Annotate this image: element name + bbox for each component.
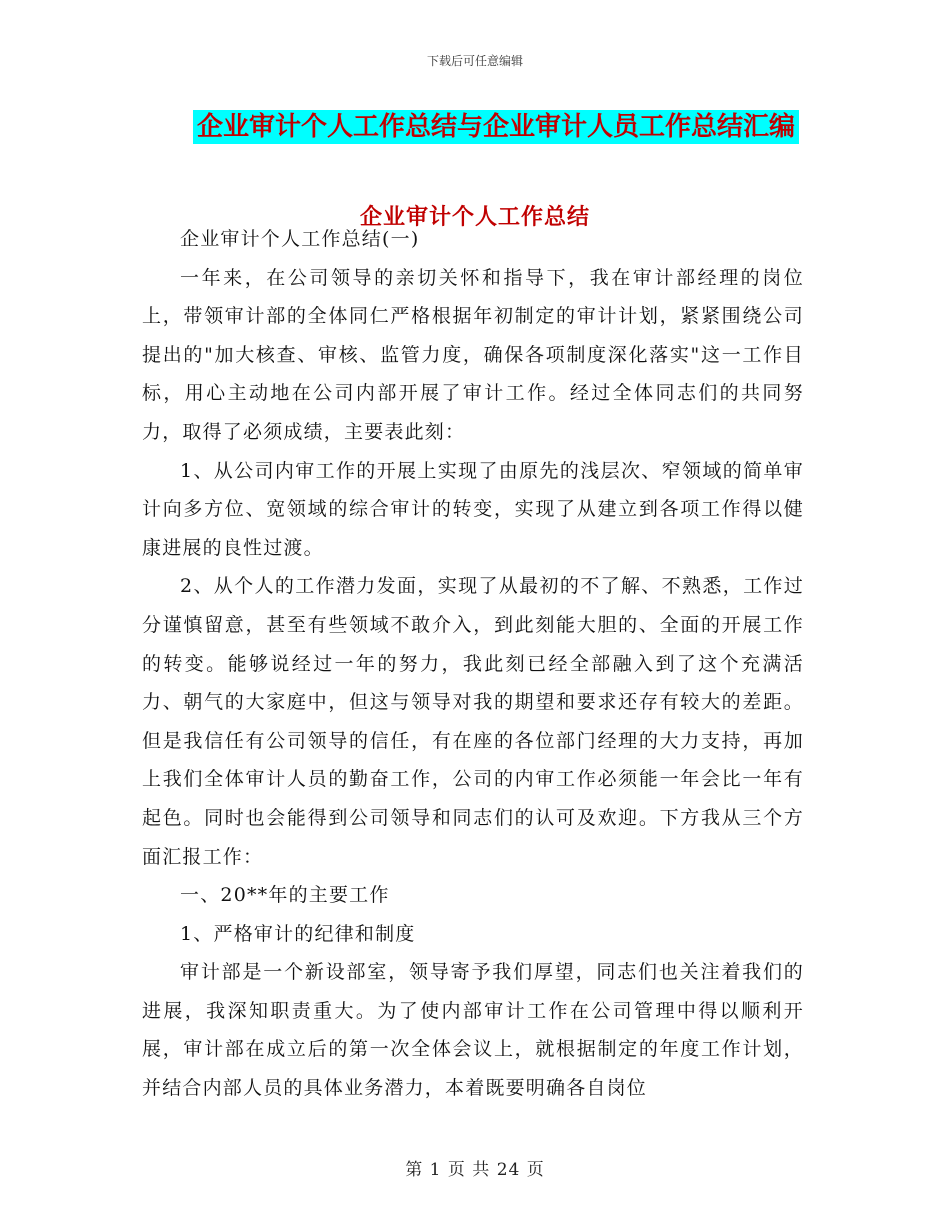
section-title: 企业审计个人工作总结: [359, 205, 590, 230]
body-paragraph: 1、从公司内审工作的开展上实现了由原先的浅层次、窄领域的简单审计向多方位、宽领域的综合审计的转变，实现了从建立到各项工作得以健康进展的良性过渡。: [142, 459, 804, 559]
document-body: [142, 220, 804, 1108]
body-paragraph: 一、20**年的主要工作: [180, 884, 390, 907]
body-paragraph: 2、从个人的工作潜力发面，实现了从最初的不了解、不熟悉，工作过分谨慎留意，甚至有些领域不敢介入，到此刻能大胆的、全面的开展工作的转变。能够说经过一年的努力，我此刻已经全部融入到了这个充满活力、朝气的大家庭中，但这与领导对我的期望和要求还存有较大的差距。但是我信任有公司领导的信任，有在座的各位部门经理的大力支持，再加上我们全体审计人员的勤奋工作，公司的内审工作必须能一年会比一年有起色。同时也会能得到公司领导和同志们的认可及欢迎。下方我从三个方面汇报工作：: [142, 575, 804, 868]
body-paragraph: 一年来，在公司领导的亲切关怀和指导下，我在审计部经理的岗位上，带领审计部的全体同仁严格根据年初制定的审计计划，紧紧围绕公司提出的"加大核查、审核、监管力度，确保各项制度深化落实"这一工作目标，用心主动地在公司内部开展了审计工作。经过全体同志们的共同努力，取得了必须成绩，主要表此刻：: [142, 266, 804, 443]
page-header-note: 下载后可任意编辑: [426, 54, 523, 68]
body-paragraph: 企业审计个人工作总结(一): [180, 228, 420, 250]
body-paragraph: 1、严格审计的纪律和制度: [180, 922, 416, 945]
body-paragraph: 审计部是一个新设部室，领导寄予我们厚望，同志们也关注着我们的进展，我深知职责重大。为了使内部审计工作在公司管理中得以顺利开展，审计部在成立后的第一次全体会议上，就根据制定的年度工作计划，并结合内部人员的具体业务潜力，本着既要明确各自岗位: [142, 961, 804, 1100]
page-number-footer: 第 1 页 共 24 页: [405, 1160, 545, 1180]
document-main-title: 企业审计个人工作总结与企业审计人员工作总结汇编: [193, 110, 799, 144]
